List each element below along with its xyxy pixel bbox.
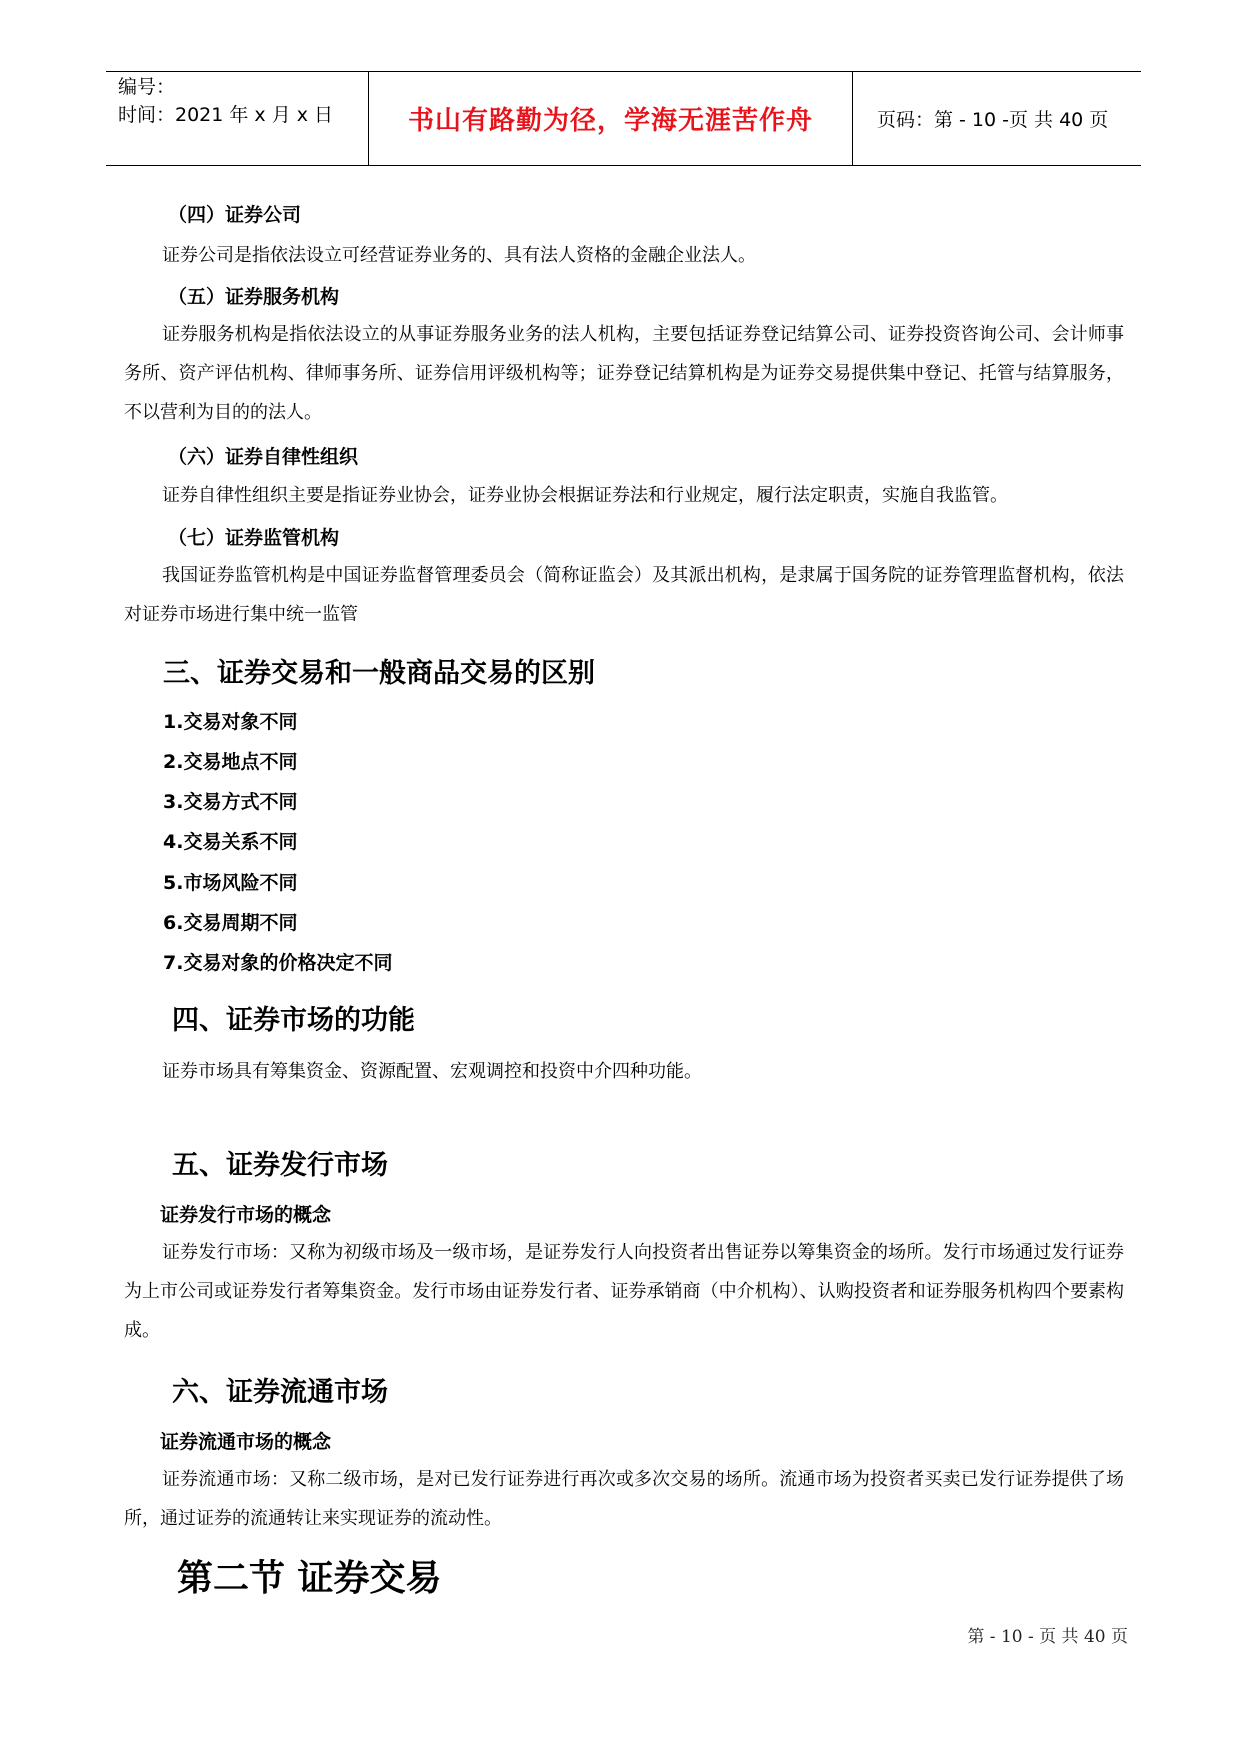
subsection-heading: 证券流通市场的概念 (160, 1431, 332, 1453)
list-item: 4.交易关系不同 (163, 831, 298, 853)
heading-five: 五、证券发行市场 (172, 1150, 388, 1181)
section-heading: （四）证券公司 (168, 204, 302, 226)
section-heading: （六）证券自律性组织 (168, 446, 359, 468)
paragraph: 证券自律性组织主要是指证券业协会，证券业协会根据证券法和行业规定，履行法定职责，实施自我监管。 (162, 485, 1008, 506)
list-item: 2.交易地点不同 (163, 751, 298, 773)
chapter-heading: 第二节 证券交易 (177, 1558, 442, 1599)
subsection-heading: 证券发行市场的概念 (160, 1204, 332, 1226)
section-heading: （五）证券服务机构 (168, 286, 340, 308)
heading-three: 三、证券交易和一般商品交易的区别 (163, 658, 595, 689)
list-item: 1.交易对象不同 (163, 711, 298, 733)
paragraph: 证券服务机构是指依法设立的从事证券服务业务的法人机构，主要包括证券登记结算公司、证券投资咨询公司、会计师事务所、资产评估机构、律师事务所、证券信用评级机构等；证券登记结算机构是为证券交易提供集中登记、托管与结算服务，不以营利为目的的法人。 (124, 324, 1124, 423)
paragraph: 证券流通市场：又称二级市场，是对已发行证券进行再次或多次交易的场所。流通市场为投资者买卖已发行证券提供了场所，通过证券的流通转让来实现证券的流动性。 (124, 1469, 1124, 1529)
list-item: 3.交易方式不同 (163, 791, 298, 813)
heading-six: 六、证券流通市场 (172, 1377, 388, 1408)
document-number-label: 编号： (118, 76, 176, 98)
list-item: 7.交易对象的价格决定不同 (163, 952, 393, 974)
list-item: 5.市场风险不同 (163, 872, 298, 894)
heading-four: 四、证券市场的功能 (172, 1005, 415, 1036)
header-motto: 书山有路勤为径，学海无涯苦作舟 (407, 106, 813, 136)
list-item: 6.交易周期不同 (163, 912, 298, 934)
header-meta (106, 72, 369, 165)
header-page-number: 页码：第 - 10 -页 共 40 页 (877, 109, 1109, 131)
header-motto-cell (369, 72, 853, 165)
paragraph: 我国证券监管机构是中国证券监督管理委员会（简称证监会）及其派出机构，是隶属于国务院的证券管理监督机构，依法对证券市场进行集中统一监管 (124, 565, 1124, 625)
paragraph: 证券发行市场：又称为初级市场及一级市场，是证券发行人向投资者出售证券以筹集资金的场所。发行市场通过发行证券为上市公司或证券发行者筹集资金。发行市场由证券发行者、证券承销商（中介机构）、认购投资者和证券服务机构四个要素构成。 (124, 1242, 1124, 1341)
document-time-label: 时间：2021 年 x 月 x 日 (118, 104, 334, 126)
section-heading: （七）证券监管机构 (168, 527, 340, 549)
page-header (106, 71, 1141, 166)
paragraph: 证券公司是指依法设立可经营证券业务的、具有法人资格的金融企业法人。 (162, 245, 756, 266)
paragraph: 证券市场具有筹集资金、资源配置、宏观调控和投资中介四种功能。 (162, 1061, 702, 1082)
page-footer: 第 - 10 - 页 共 40 页 (967, 1627, 1128, 1647)
header-page-cell (853, 72, 1141, 165)
